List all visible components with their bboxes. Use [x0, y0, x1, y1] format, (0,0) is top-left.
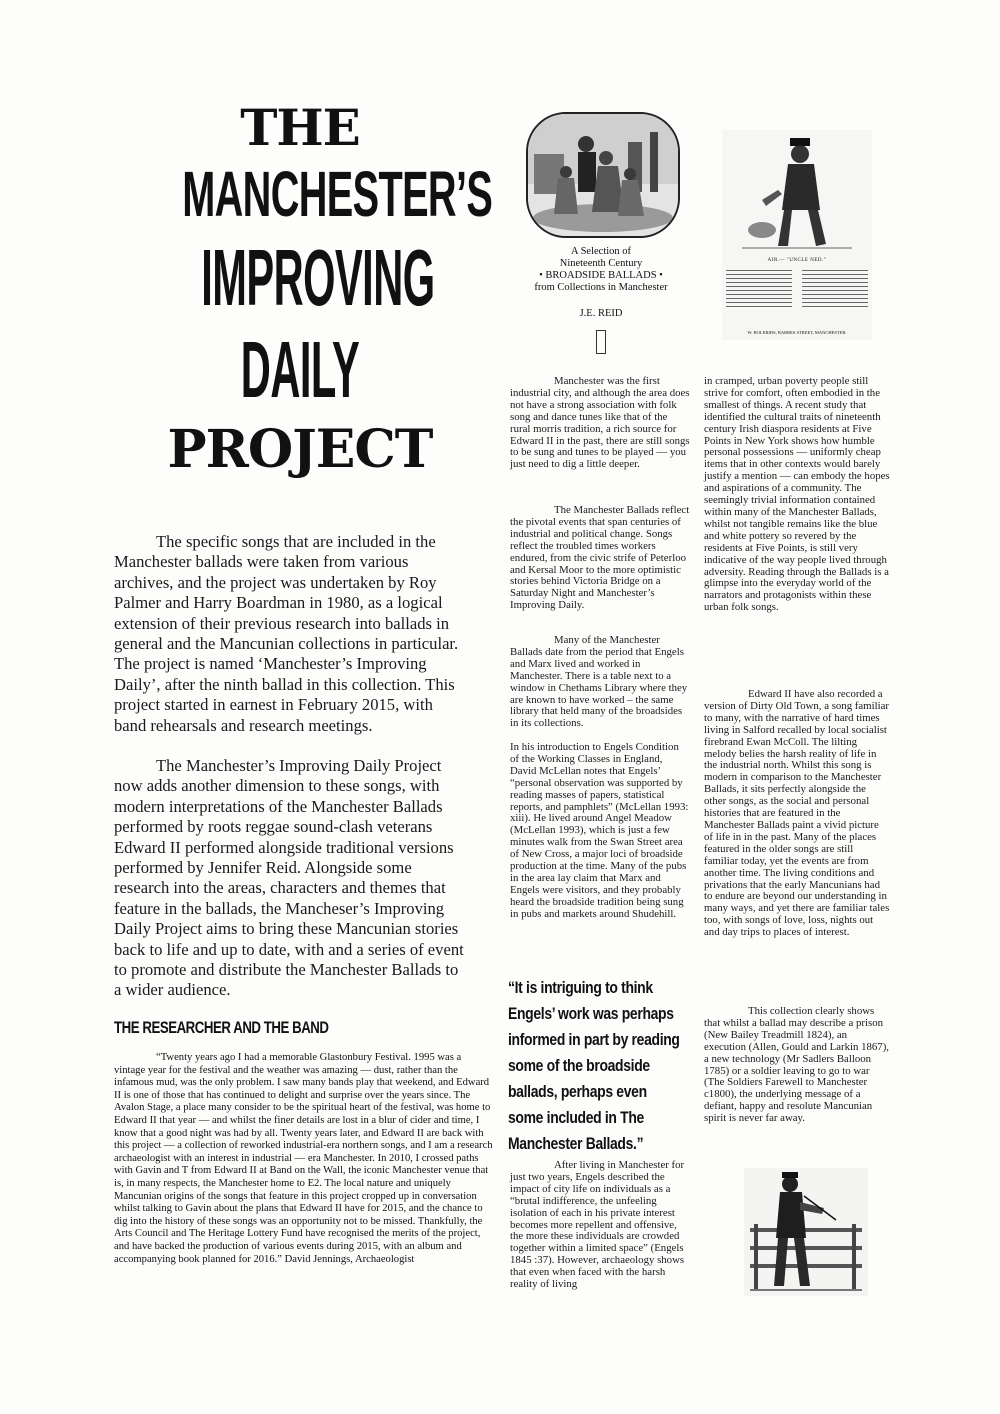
broadside-cover-image	[522, 112, 680, 358]
pull-quote: “It is intriguing to think Engels’ work was perhaps informed in part by reading some of the broadside ballads, perhaps even some included in The Manchester Ballads.”	[508, 978, 680, 1153]
sheet-illustration	[722, 130, 872, 252]
broadside-sheet-image	[722, 130, 872, 340]
title-line-manchesters: MANCHESTER’S	[182, 158, 493, 230]
col2-text-2: Edward II have also recorded a version of Dirty Old Town, a song familiar to many, with the narrative of hard times living in Salford recalled by local socialist firebrand Ewan McColl. The lilting melody belies the harsh reality of life in the industrial north. Whilst this song is modern in comparison to the Manchester Ballads, it sits perfectly alongside the other songs, as the social and personal histories that are featured in the Manchester Ballads paint a vivid picture of life in in the past. Many of the places featured in the older songs are still familiar today, yet the events are from another time. The living conditions and privations that the early Mancunians had to endure are beyond our understanding in many ways, and yet there are familiar tales too, with songs of love, loss, nights out and day trips to places of interest.	[704, 688, 890, 939]
sheet-verse-left	[726, 267, 792, 310]
sheet-imprint: W. BOLERIDS, BARRES STREET, MANCHESTER.	[747, 330, 847, 335]
col1-paragraph-3	[510, 635, 690, 730]
intro-paragraph-1	[114, 532, 464, 736]
col2-paragraph-1	[704, 376, 890, 614]
cover-ornament	[596, 330, 606, 354]
cover-caption	[522, 246, 680, 294]
col1-paragraph-2	[510, 505, 690, 612]
title-line-improving: IMPROVING	[201, 233, 435, 322]
col1-text-1: Manchester was the first industrial city, and although the area does not have a strong association with folk song and dance tunes like that of the rural morris tradition, a rich source for Edward II in the past, there are still songs to be sung and tunes to be played — you just need to dig a little deeper.	[510, 375, 690, 471]
col1-paragraph-4	[510, 742, 690, 921]
col1-text-4: In his introduction to Engels Condition of the Working Classes in England, David McLellan notes that Engels’ “personal observation was supported by reading masses of papers, statistical reports, and pamphlets” (McLellan 1993: xiii). He lived around Angel Meadow (McLellan 1993), which is just a few minutes walk from the Swan Street area of New Cross, a major loci of broadside production at the time. Many of the pubs in the area lay claim that Marx and Engels were visitors, and they probably heard the broadside tradition being sung in pubs and markets around Shudehill.	[510, 741, 689, 920]
engraving-scene	[528, 114, 678, 236]
cover-caption-line: A Selection of	[570, 246, 632, 257]
engraving-illustration	[526, 112, 680, 238]
col1-text-3: Many of the Manchester Ballads date from the period that Engels and Marx lived and worked in Manchester. There is a table next to a window in Chethams Library where they are known to have worked – the same library that held many of the broadsides in its collections.	[510, 634, 688, 730]
page-title	[110, 98, 493, 484]
sheet-air-title: AIR.— "UNCLE NED."	[767, 258, 827, 263]
col2-text-3: This collection clearly shows that whilst a ballad may describe a prison (New Bailey Treadmill 1824), an execution (Allen, Gould and Larkin 1867), a new technology (Mr Sadlers Balloon 1785) or a soldier leaving to go to war (The Soldiers Farewell to Manchester c1800), the underlying message of a defiant, happy and resolute Mancunian spirit is never far away.	[704, 1005, 889, 1125]
cover-caption-line: from Collections in Manchester	[534, 282, 668, 293]
cover-author: J.E. REID	[579, 308, 623, 319]
cover-caption-line: • BROADSIDE BALLADS •	[539, 270, 663, 281]
cover-caption-line: Nineteenth Century	[559, 258, 643, 269]
sheet-verse-right	[802, 267, 868, 310]
researcher-quote	[114, 1052, 494, 1266]
title-line-the: THE	[240, 98, 360, 157]
col1-text-2: The Manchester Ballads reflect the pivotal events that span centuries of industrial and political change. Songs reflect the troubled times workers endured, from the civic strife of Peterloo and Kersal Moor to the more optimistic stories behind Victoria Bridge on a Saturday Night and Manchester’s Improving Daily.	[510, 504, 690, 612]
col2-paragraph-3	[704, 1006, 890, 1125]
intro-paragraph-2	[114, 756, 464, 1001]
fiddler-woodcut-image	[744, 1168, 868, 1296]
col1-text-5: After living in Manchester for just two years, Engels described the impact of city life on individuals as a “brutal indifference, the unfeeling isolation of each in his private interest becomes more repellent and offensive, the more these individuals are crowded together within a limited space” (Engels 1845 :37). However, archaeology shows that even when faced with the harsh reality of living	[510, 1159, 685, 1291]
col2-paragraph-2	[704, 689, 890, 939]
col1-paragraph-5	[510, 1160, 690, 1291]
intro-text-1: The specific songs that are included in the Manchester ballads were taken from various archives, and the project was undertaken by Roy Palmer and Harry Boardman in 1980, as a logical extension of their previous research into ballads in general and the Mancunian collections in particular. The project is named ‘Manchester’s Improving Daily’, after the ninth ballad in this collection. This project started in earnest in February 2015, with band rehearsals and research meetings.	[114, 532, 459, 735]
col2-text-1: in cramped, urban poverty people still strive for comfort, often embodied in the smallest of things. A recent study that identified the cultural traits of nineteenth century Irish diaspora residents at Five Points in New York shows how humble personal possessions — uniformly cheap items that in other contexts would barely justify a mention — can embody the hopes and aspirations of a community. The seemingly trivial information contained within many of the Manchester Ballads, whilst not tangible remains like the blue and white pottery so revered by the residents at Five Points, is still very indicative of the way people lived through adversity. Reading through the Ballads is a glimpse into the everyday world of the narrators and protagonists within these urban folk songs.	[704, 375, 890, 614]
col1-paragraph-1	[510, 376, 690, 471]
section-heading-researcher: THE RESEARCHER AND THE BAND	[114, 1018, 329, 1037]
title-line-project: PROJECT	[167, 419, 433, 480]
researcher-quote-text: “Twenty years ago I had a memorable Glastonbury Festival. 1995 was a vintage year for the festival and the weather was amazing — dust, rather than the infamous mud, was the only problem. I saw many bands play that weekend, and Edward II is one of those that has continued to delight and surprise over the years since. The Avalon Stage, a place many consider to be the spiritual heart of the festival, was home to Edward II that year — and whilst the finer details are lost in a blur of cider and time, I know that a good night was had by all. Twenty years later, and Edward II are back with this project — a collection of reworked industrial-era northern songs, and I am a research archaeologist with an interest in industrial — era Manchester. In 2010, I crossed paths with Gavin and T from Edward II at Band on the Wall, the iconic Manchester venue that is, in many respects, the Manchester home to E2. The local nature and uniquely Mancunian origins of the songs that feature in this project cropped up in conversation whilst talking to Gavin about the plans that Edward II have for 2015, and the chance to dig into the history of these songs was an opportunity not to be missed. Thankfully, the Arts Council and The Heritage Lottery Fund have recognised the merits of the project, and have backed the production of various events during 2015, with an album and accompanying book planned for 2016.” David Jennings, Archaeologist	[114, 1052, 493, 1265]
intro-text-2: The Manchester’s Improving Daily Project now adds another dimension to these songs, with modern interpretations of the Manchester Ballads performed by roots reggae sound-clash veterans Edward II performed alongside traditional versions performed by Jennifer Reid. Alongside some research into the areas, characters and themes that feature in the ballads, the Mancheser’s Improving Daily Project aims to bring these Mancunian stories back to life and up to date, with and a series of event to promote and distribute the Manchester Ballads to a wider audience.	[114, 756, 464, 1000]
title-line-daily: DAILY	[240, 325, 360, 414]
